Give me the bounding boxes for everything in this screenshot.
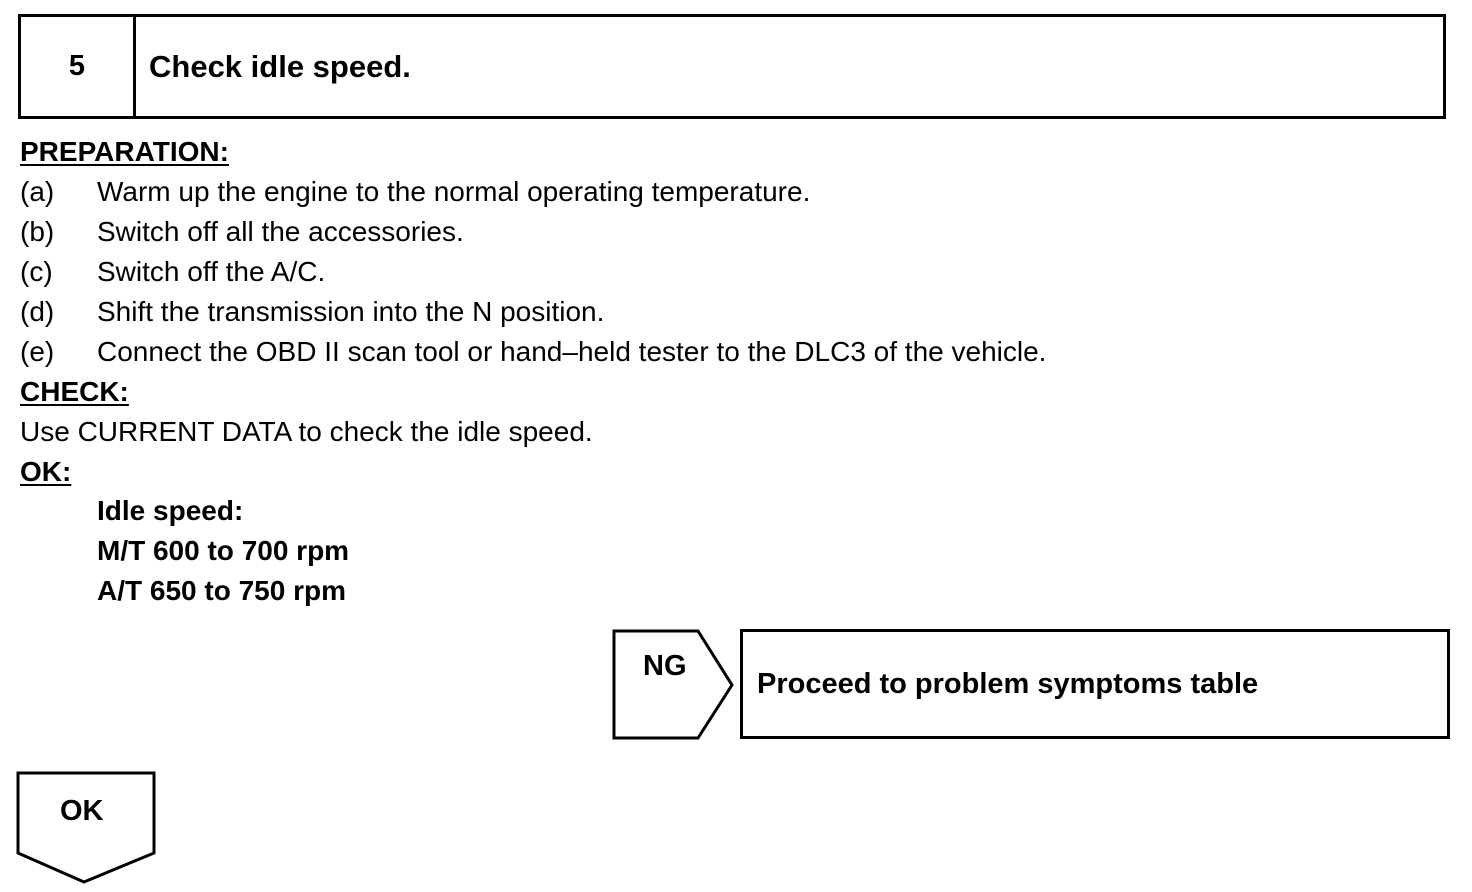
prep-item-text: Switch off the A/C. (97, 256, 326, 287)
prep-item-e (20, 332, 1046, 372)
spec-mt-rpm: M/T 600 to 700 rpm (97, 535, 350, 566)
prep-item-label: (d) (20, 296, 55, 327)
ok-heading: OK: (20, 456, 72, 487)
prep-item-c (20, 252, 325, 292)
spec-at-rpm: A/T 650 to 750 rpm (97, 575, 346, 606)
prep-item-label: (c) (20, 256, 53, 287)
prep-item-d (20, 292, 604, 332)
prep-item-text: Connect the OBD II scan tool or hand–held tester to the DLC3 of the vehicle. (97, 336, 1047, 367)
spec-idle-speed-label: Idle speed: (97, 495, 244, 526)
ng-label: NG (643, 650, 687, 682)
ok-label: OK (60, 795, 104, 827)
ng-arrow-shape (612, 629, 738, 741)
prep-item-a (20, 172, 810, 212)
prep-item-b (20, 212, 464, 252)
prep-item-label: (b) (20, 216, 55, 247)
prep-item-text: Shift the transmission into the N position. (97, 296, 605, 327)
step-header-box (18, 14, 1446, 119)
prep-item-label: (e) (20, 336, 55, 367)
prep-item-text: Switch off all the accessories. (97, 216, 464, 247)
check-text: Use CURRENT DATA to check the idle speed. (20, 416, 593, 447)
prep-item-text: Warm up the engine to the normal operating temperature. (97, 176, 811, 207)
prep-item-label: (a) (20, 176, 55, 207)
ng-action-text: Proceed to problem symptoms table (757, 667, 1259, 700)
ok-arrow-shape (16, 771, 158, 886)
ng-action-box (740, 629, 1450, 739)
step-title: Check idle speed. (149, 48, 411, 84)
check-heading: CHECK: (20, 376, 129, 407)
preparation-heading: PREPARATION: (20, 136, 229, 167)
step-number: 5 (21, 17, 136, 116)
